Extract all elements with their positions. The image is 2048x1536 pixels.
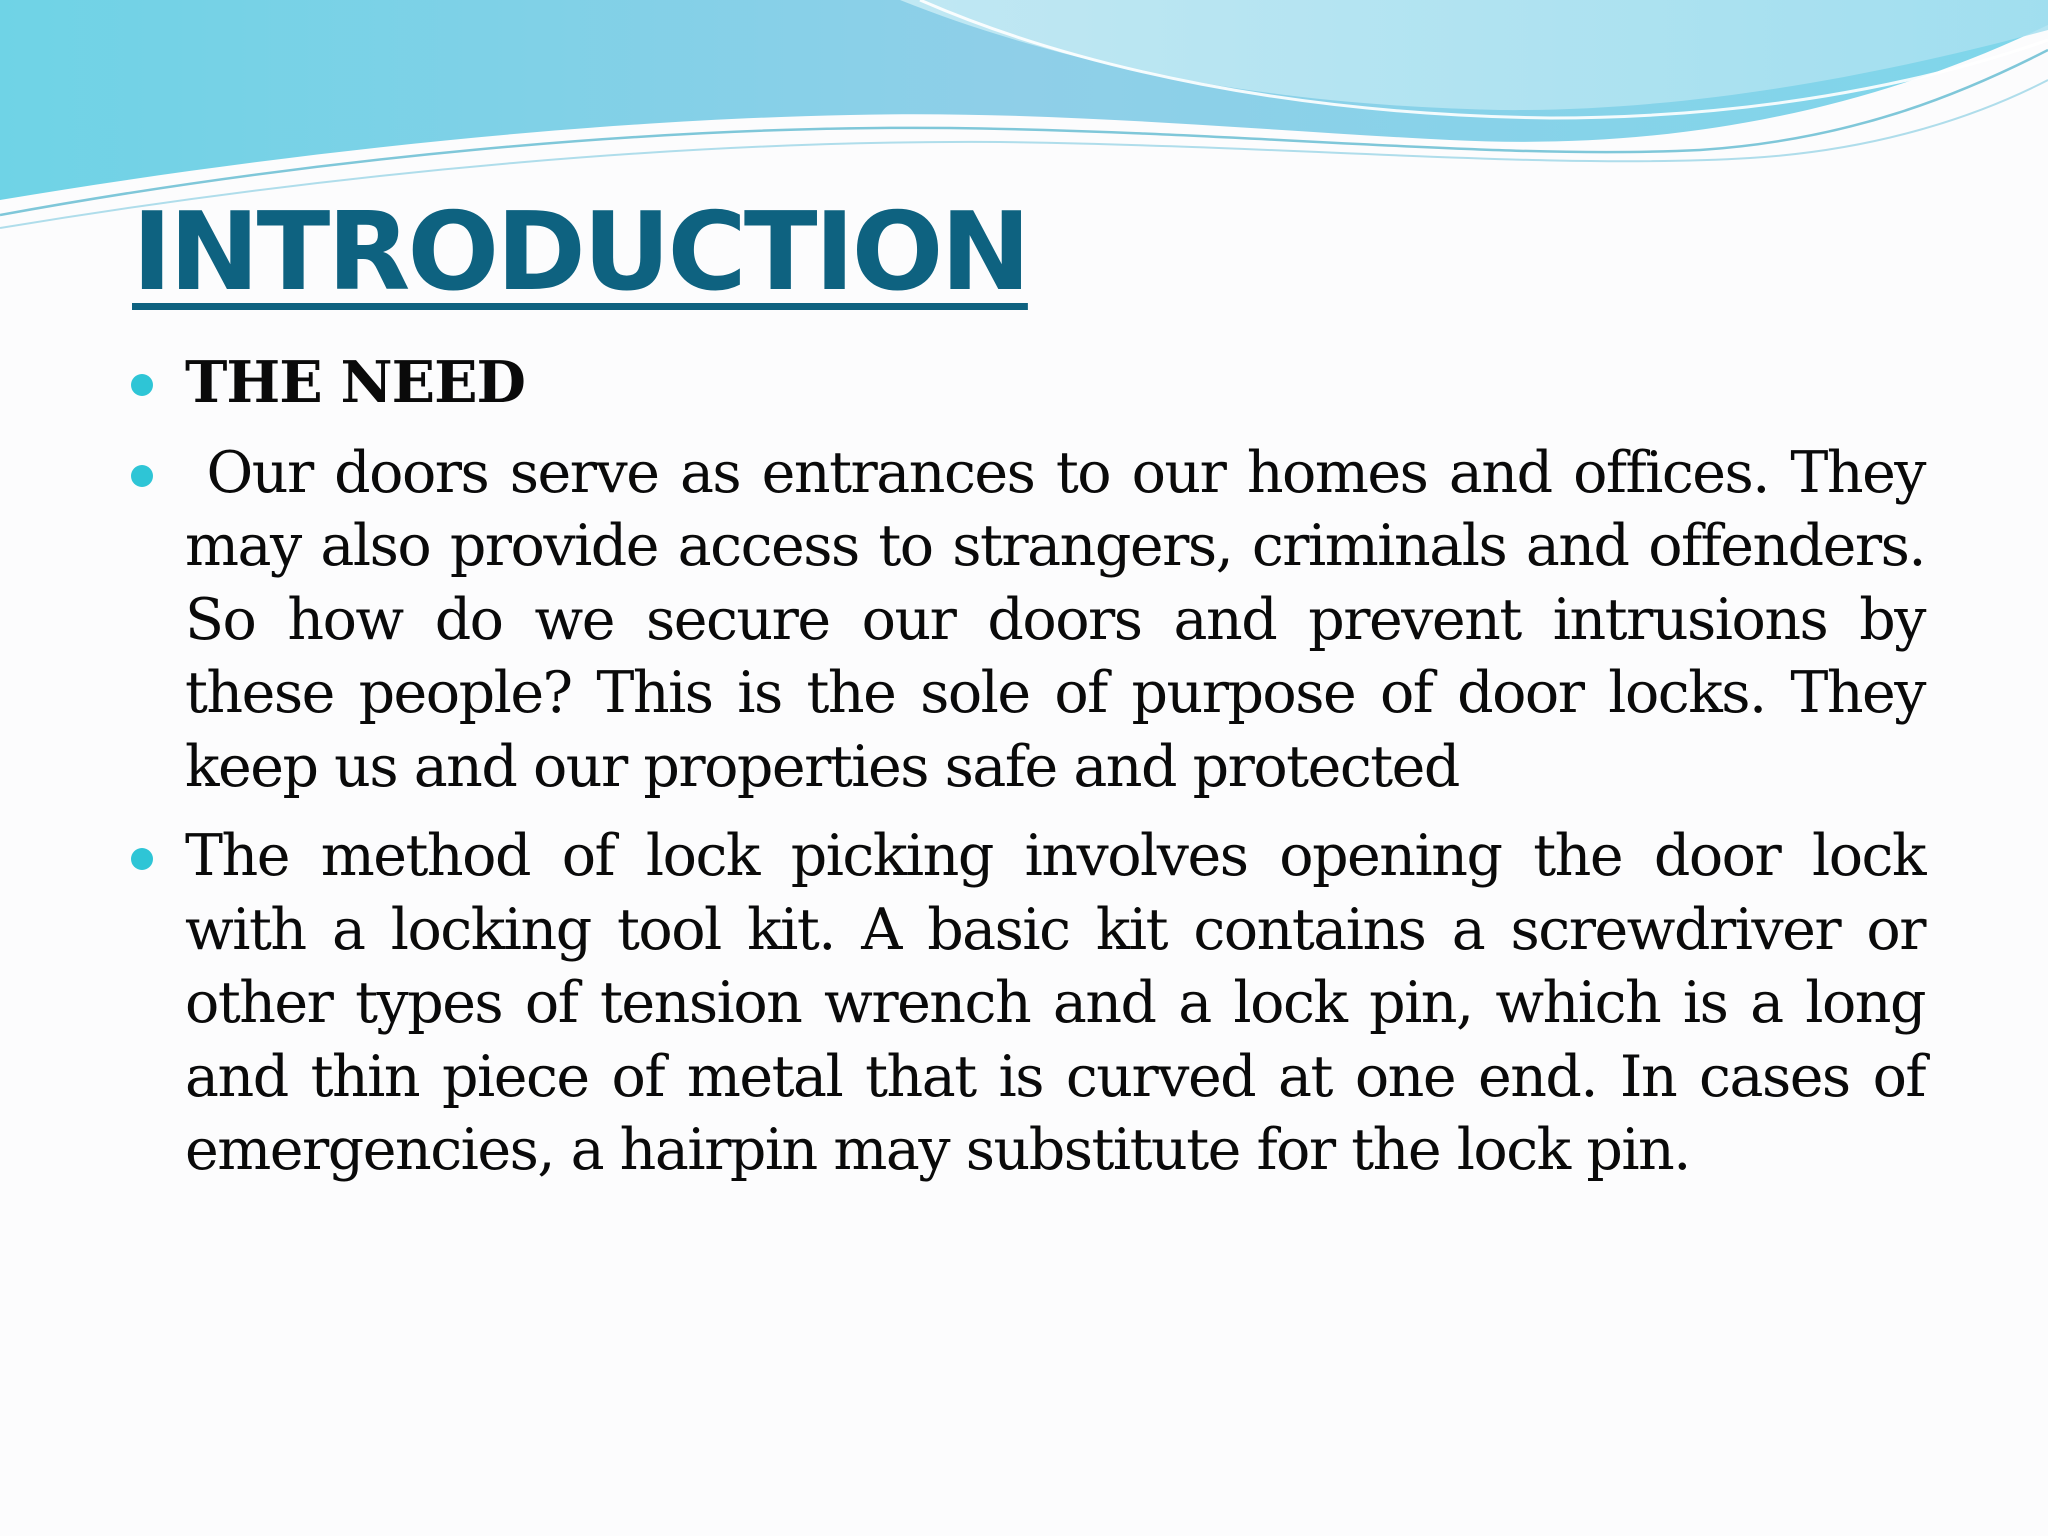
bullet-list xyxy=(185,346,1942,1204)
bullet-text: The method of lock picking involves opening the door lock with a locking tool kit. A basic kit contains a screwdriver or other types of tension wrench and a lock pin, which is a long and thin piece of metal that is curved at one end. In cases of emergencies, a hairpin may substitute for the lock pin. xyxy=(185,823,1925,1183)
bullet-dot-icon xyxy=(131,374,153,396)
bullet-text: THE NEED xyxy=(185,349,525,416)
bullet-text: Our doors serve as entrances to our homes and offices. They may also provide access to strangers, criminals and offenders. So how do we secure our doors and prevent intrusions by these people? This is the sole of purpose of door locks. They keep us and our properties safe and protected xyxy=(185,439,1942,800)
bullet-item-the-need xyxy=(185,346,1925,421)
bullet-item-doors xyxy=(185,437,1942,805)
bullet-dot-icon xyxy=(131,465,153,487)
slide-title: INTRODUCTION xyxy=(132,190,1028,315)
bullet-dot-icon xyxy=(131,848,153,870)
bullet-item-lock-picking xyxy=(185,820,1925,1188)
